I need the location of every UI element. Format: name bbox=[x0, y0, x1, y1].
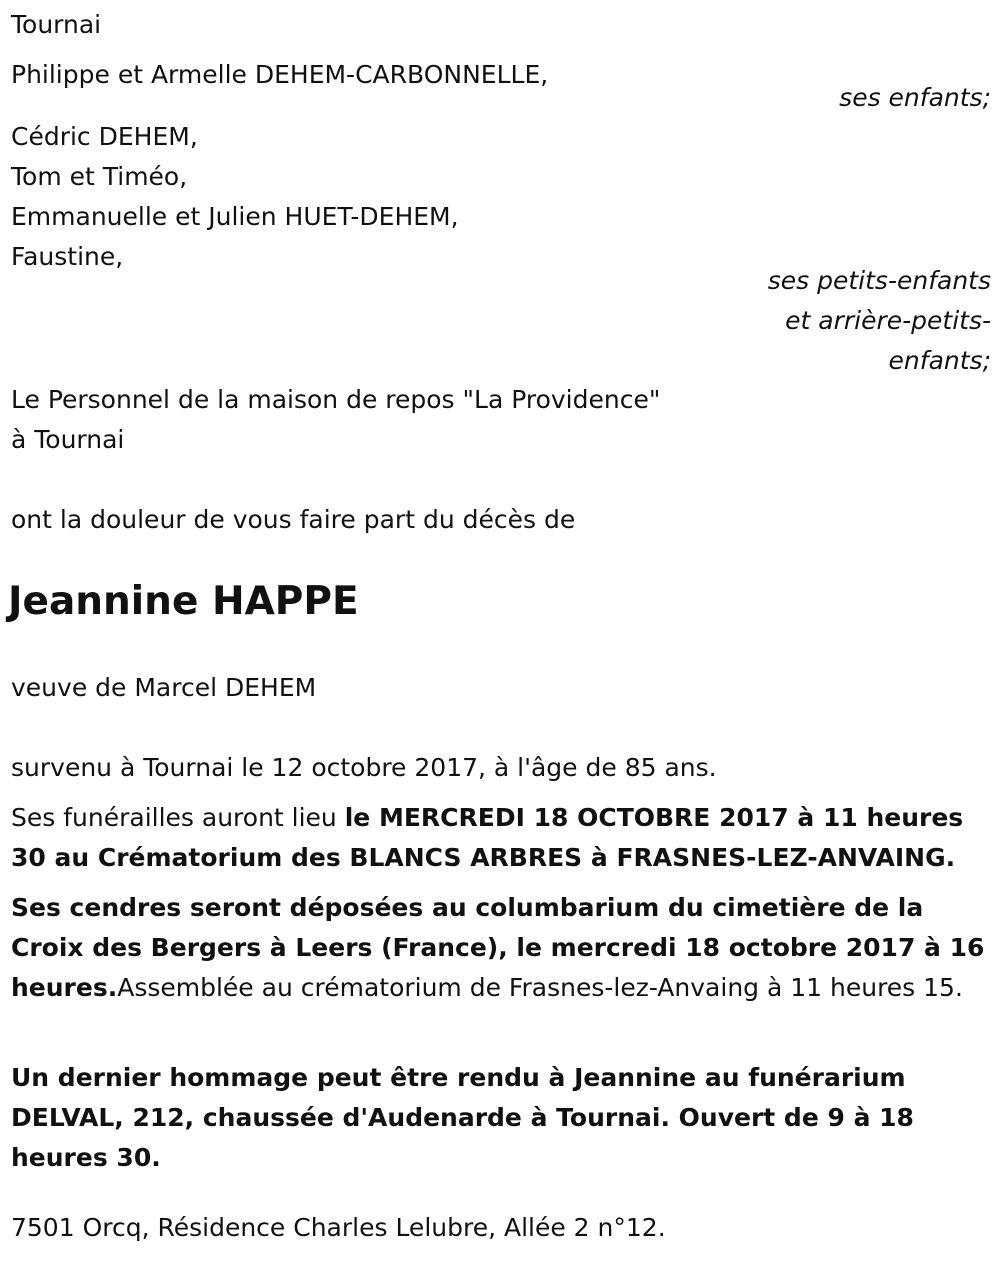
grandchildren-role-line-2: et arrière-petits- bbox=[785, 306, 991, 335]
funeral-intro: Ses funérailles auront lieu bbox=[11, 803, 345, 832]
funeral-details: le MERCREDI 18 OCTOBRE 2017 à 11 heures 30 au Crématorium des BLANCS ARBRES à FRASNES-LEZ-ANVAING. bbox=[11, 803, 964, 872]
assembly-details: Assemblée au crématorium de Frasnes-lez-Anvaing à 11 heures 15. bbox=[117, 973, 963, 1002]
homage-paragraph: Un dernier hommage peut être rendu à Jeannine au funérarium DELVAL, 212, chaussée d'Audenarde à Tournai. Ouvert de 9 à 18 heures 30. bbox=[11, 1063, 914, 1172]
grandchildren-block bbox=[11, 117, 991, 277]
staff-line-1: Le Personnel de la maison de repos "La Providence" bbox=[11, 385, 661, 414]
death-info-text: survenu à Tournai le 12 octobre 2017, à l'âge de 85 ans. bbox=[11, 753, 717, 782]
staff-line-2: à Tournai bbox=[11, 425, 125, 454]
funeral-paragraph bbox=[11, 798, 991, 878]
announcement-text: ont la douleur de vous faire part du décès de bbox=[11, 505, 576, 534]
children-role: ses enfants; bbox=[839, 83, 991, 112]
deceased-name: Jeannine HAPPE bbox=[8, 579, 359, 624]
grandchild-name-2: Tom et Timéo, bbox=[11, 162, 188, 191]
staff-block bbox=[11, 380, 991, 460]
grandchildren-role-line-3: enfants; bbox=[888, 346, 991, 375]
ashes-paragraph bbox=[11, 888, 991, 1008]
grandchild-name-4: Faustine, bbox=[11, 242, 124, 271]
grandchildren-role bbox=[11, 261, 991, 381]
grandchildren-role-line-1: ses petits-enfants bbox=[767, 266, 991, 295]
address-text: 7501 Orcq, Résidence Charles Lelubre, Allée 2 n°12. bbox=[11, 1213, 666, 1242]
ashes-details: Ses cendres seront déposées au columbarium du cimetière de la Croix des Bergers à Leers (France), le mercredi 18 octobre 2017 à 16 heures. bbox=[11, 893, 985, 1002]
grandchild-name-3: Emmanuelle et Julien HUET-DEHEM, bbox=[11, 202, 459, 231]
children-name-1: Philippe et Armelle DEHEM-CARBONNELLE, bbox=[11, 60, 549, 89]
grandchild-name-1: Cédric DEHEM, bbox=[11, 122, 198, 151]
city-heading: Tournai bbox=[11, 10, 102, 39]
widow-of-text: veuve de Marcel DEHEM bbox=[11, 673, 317, 702]
